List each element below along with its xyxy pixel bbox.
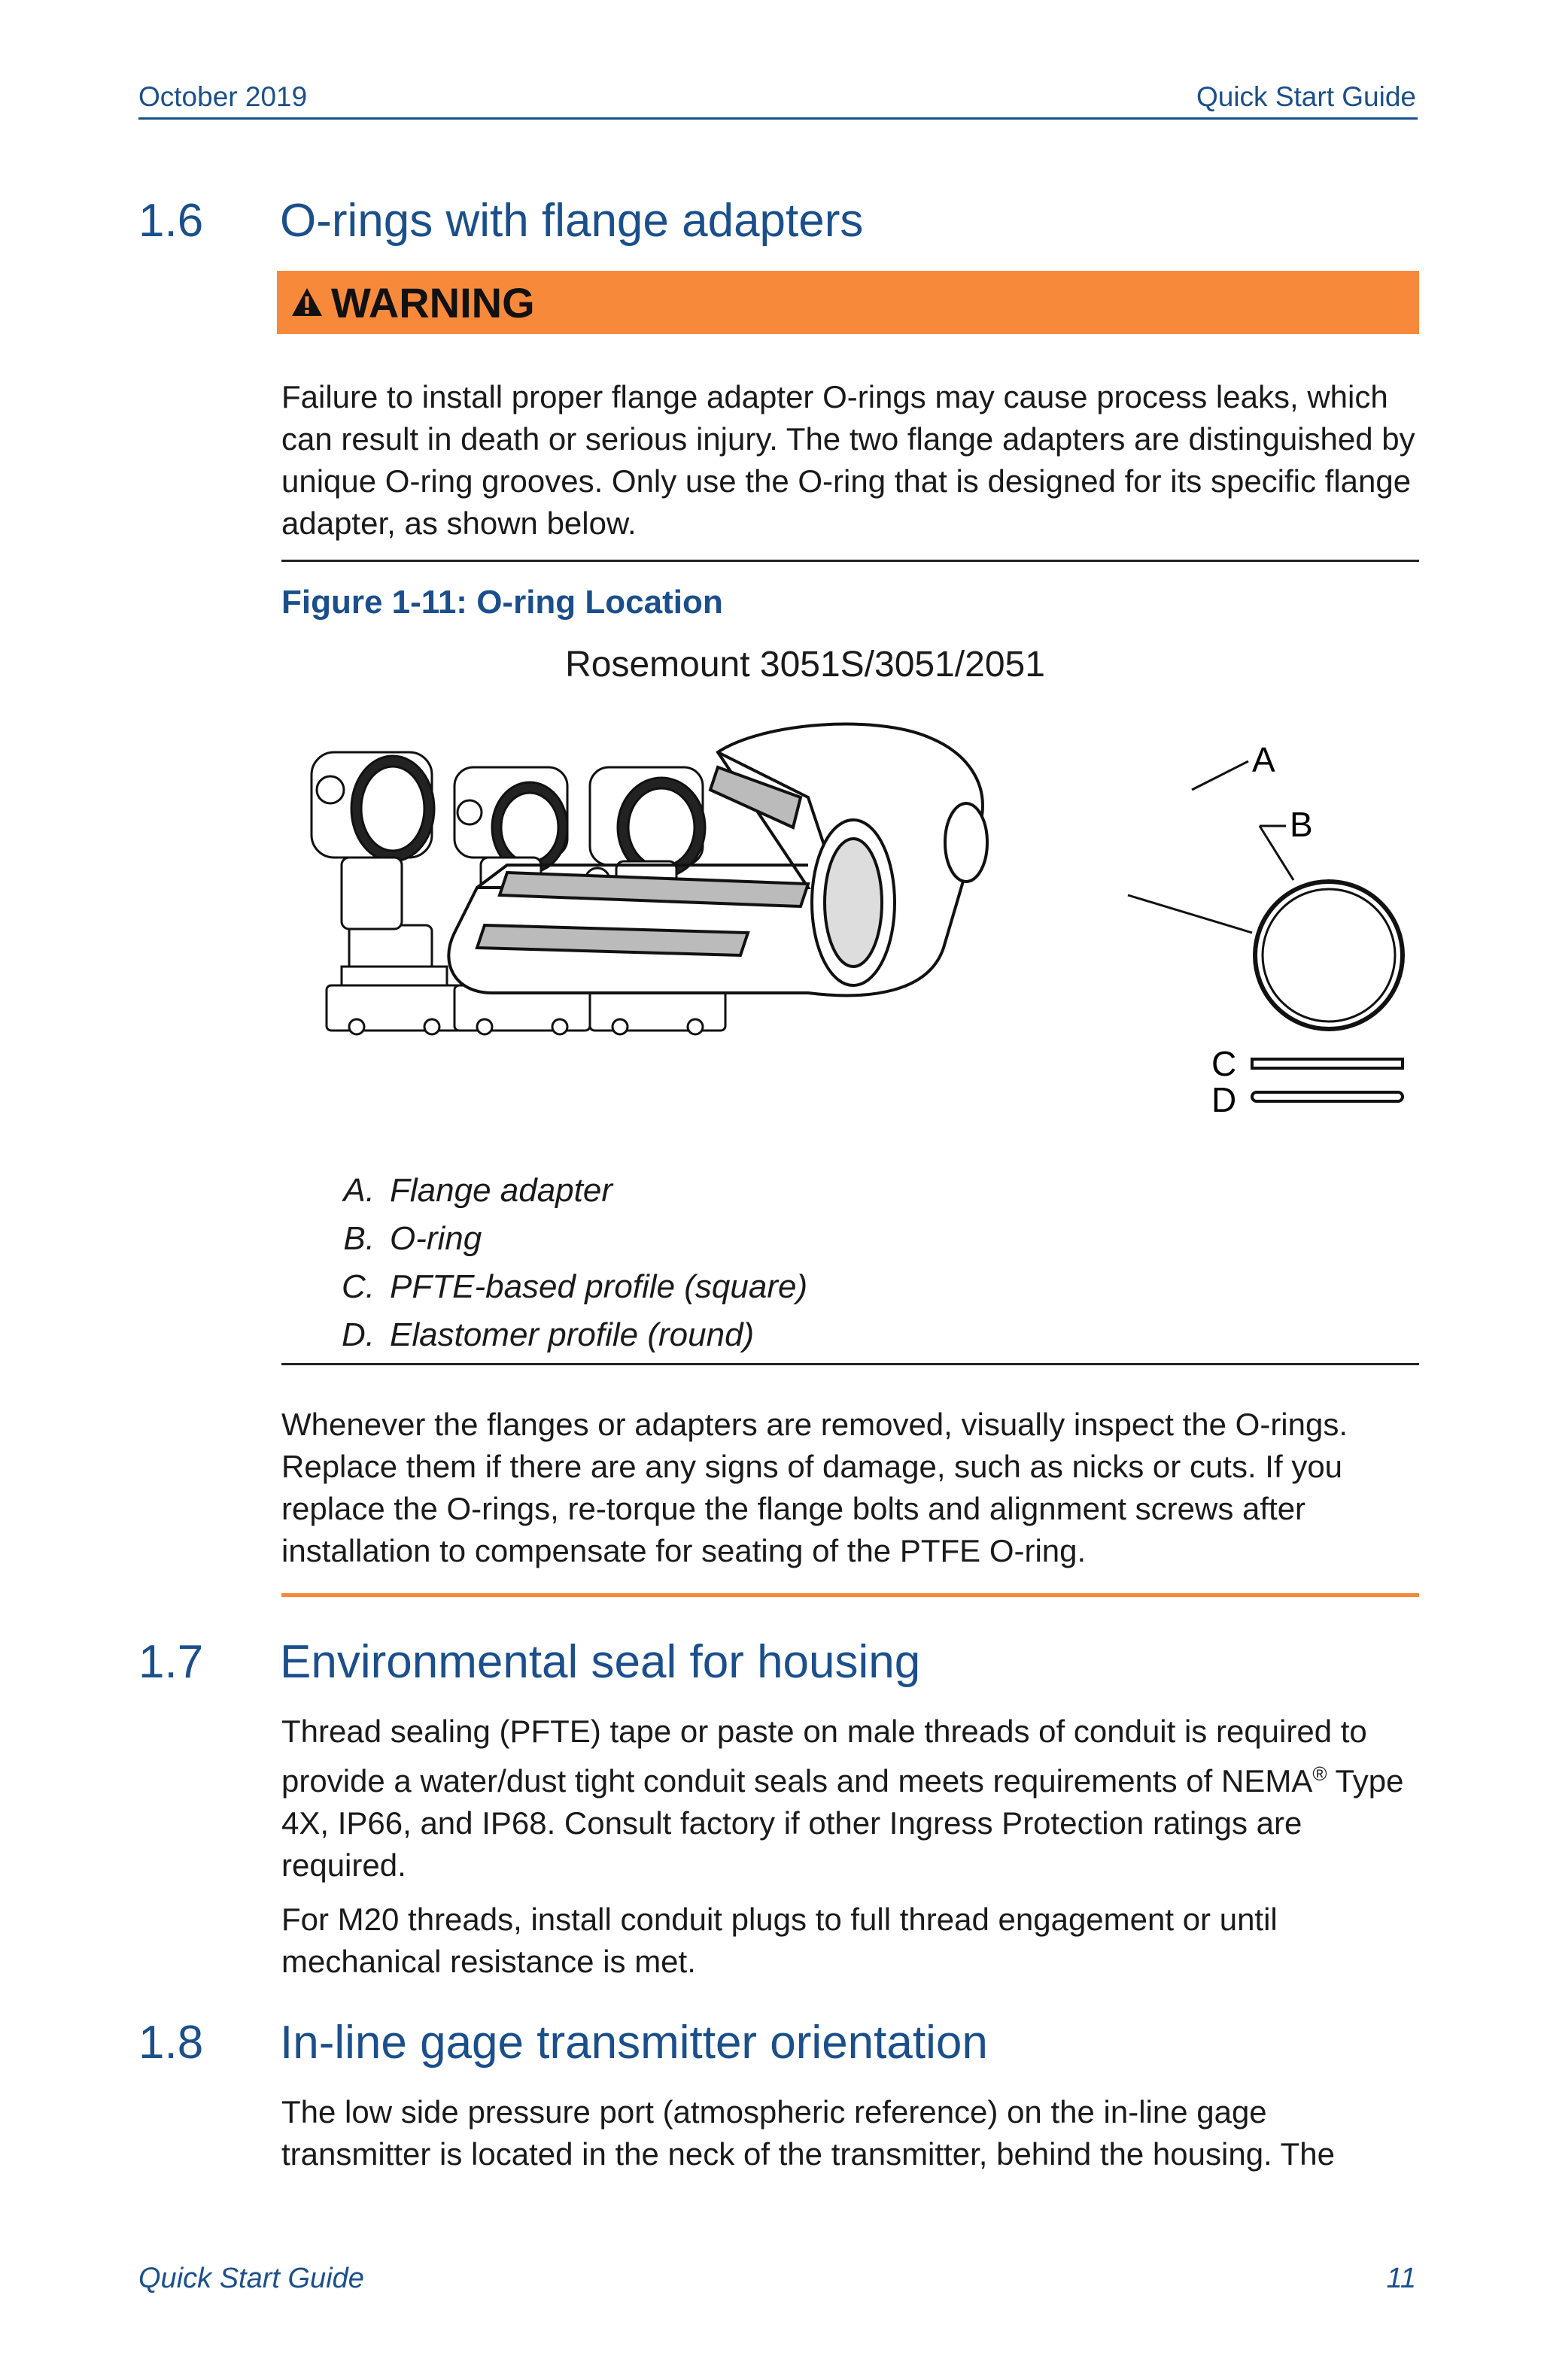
section-number: 1.8 [138, 2017, 204, 2069]
section-title: O-rings with flange adapters [280, 195, 864, 247]
warning-label: WARNING [331, 278, 535, 326]
header-doc-title: Quick Start Guide [1196, 81, 1416, 112]
warning-banner [277, 271, 1419, 334]
legend-item-c: C. PFTE-based profile (square) [342, 1268, 808, 1305]
callout-b: B [1290, 805, 1313, 844]
round-profile-icon [1252, 1092, 1403, 1101]
section-number: 1.7 [138, 1636, 204, 1688]
orientation-paragraph: The low side pressure port (atmospheric reference) on the in-line gage transmitter is located in the neck of the transmitter, behind the housing. The [281, 2094, 1336, 2172]
m20-paragraph: For M20 threads, install conduit plugs to full thread engagement or until mechanical resistance is met. [281, 1902, 1278, 1979]
seal-paragraph: Thread sealing (PFTE) tape or paste on male threads of conduit is required to provide a water/dust tight conduit seals and meets requirements of NEMA® Type 4X, IP66, and IP68. Consult factory if other Ingress Protection ratings are required. [281, 1714, 1404, 1883]
oring-icon [1255, 882, 1403, 1029]
inspection-text: Whenever the flanges or adapters are removed, visually inspect the O-rings. Replace them if there are any signs of damage, such as nicks or cuts. If you replace the O-rings, re-torque the flange bolts and alignment screws after installation to compensate for seating of the PTFE O-ring. [281, 1407, 1348, 1568]
section-number: 1.6 [138, 195, 204, 247]
figure-subtitle: Rosemount 3051S/3051/2051 [565, 645, 1045, 685]
warning-icon [290, 286, 324, 319]
oring-location-figure [281, 707, 1419, 1128]
section-title: In-line gage transmitter orientation [280, 2017, 988, 2069]
figure-top-rule [281, 560, 1419, 562]
figure-bottom-rule [281, 1363, 1419, 1365]
footer-page-number: 11 [1386, 2263, 1416, 2294]
section-title: Environmental seal for housing [280, 1636, 921, 1688]
footer-doc-title: Quick Start Guide [138, 2263, 364, 2294]
legend-item-a: A. Flange adapter [343, 1172, 612, 1209]
header-rule [138, 117, 1418, 120]
callout-c: C [1211, 1044, 1237, 1083]
legend-item-d: D. Elastomer profile (round) [342, 1316, 755, 1353]
header-date: October 2019 [138, 81, 308, 112]
callout-a: A [1252, 740, 1275, 779]
legend-item-b: B. O-ring [343, 1220, 482, 1257]
section-divider [281, 1593, 1419, 1597]
callout-d: D [1211, 1080, 1237, 1119]
figure-title: Figure 1-11: O-ring Location [281, 584, 723, 621]
square-profile-icon [1252, 1059, 1403, 1068]
transmitter-3051s-icon [312, 752, 462, 1034]
warning-text: Failure to install proper flange adapter O-rings may cause process leaks, which can result in death or serious injury. The two flange adapters are distinguished by unique O-ring grooves. Only use the O-ring that is designed for its specific flange adapter, as shown below. [281, 379, 1415, 541]
